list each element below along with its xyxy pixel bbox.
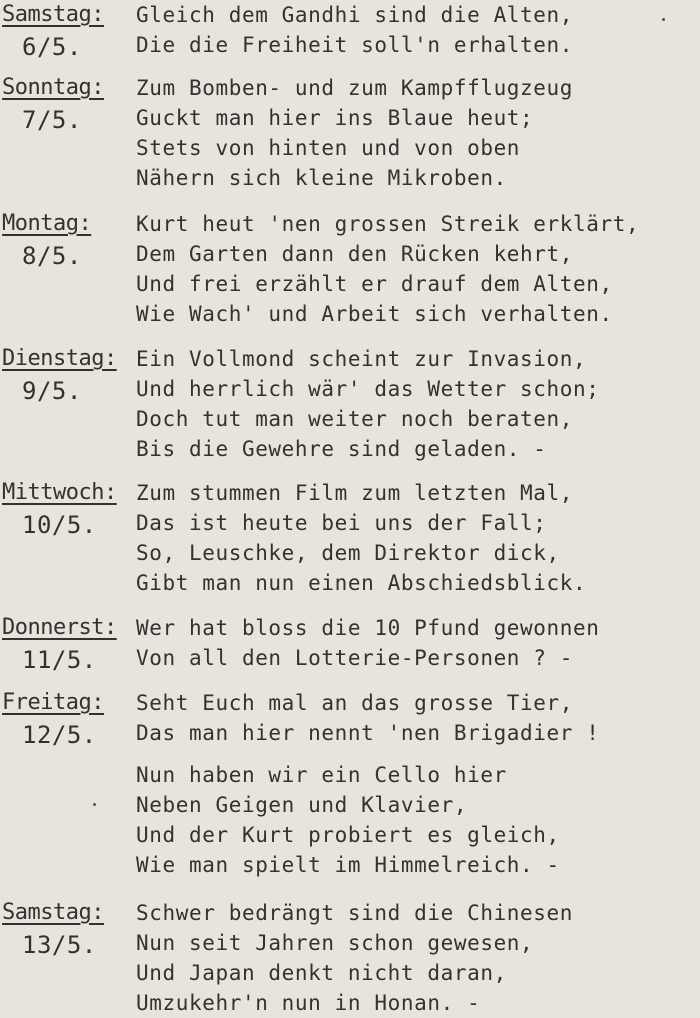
verse-line: Und herrlich wär' das Wetter schon; [136, 377, 600, 401]
verse-line: Dem Garten dann den Rücken kehrt, [136, 242, 574, 266]
verse-line: Seht Euch mal an das grosse Tier, [136, 691, 574, 715]
verse-line: Schwer bedrängt sind die Chinesen [136, 901, 574, 925]
date-label: 8/5. [22, 242, 82, 270]
date-label: 10/5. [22, 511, 97, 539]
verse-line: Und Japan denkt nicht daran, [136, 961, 507, 985]
verse-line: Und der Kurt probiert es gleich, [136, 823, 560, 847]
day-label: Sonntag: [2, 75, 104, 100]
verse-line: Umzukehr'n nun in Honan. - [136, 991, 481, 1015]
verse-line: Wer hat bloss die 10 Pfund gewonnen [136, 616, 600, 640]
verse-line: Von all den Lotterie-Personen ? - [136, 646, 574, 670]
verse-line: Bis die Gewehre sind geladen. - [136, 437, 547, 461]
day-label: Samstag: [2, 900, 104, 925]
verse-line: Die die Freiheit soll'n erhalten. [136, 33, 574, 57]
date-label: 9/5. [22, 377, 82, 405]
verse-line: Gleich dem Gandhi sind die Alten, [136, 3, 574, 27]
verse-line: Das man hier nennt 'nen Brigadier ! [136, 721, 600, 745]
date-label: 13/5. [22, 931, 97, 959]
paper-speck [662, 18, 665, 21]
day-label: Freitag: [2, 690, 104, 715]
day-label: Samstag: [2, 2, 104, 27]
date-label: 7/5. [22, 106, 82, 134]
verse-line: Ein Vollmond scheint zur Invasion, [136, 347, 587, 371]
verse-line: Guckt man hier ins Blaue heut; [136, 106, 534, 130]
verse-line: Nun haben wir ein Cello hier [136, 763, 507, 787]
verse-line: Nähern sich kleine Mikroben. [136, 166, 507, 190]
verse-line: Wie man spielt im Himmelreich. - [136, 853, 560, 877]
verse-line: Zum stummen Film zum letzten Mal, [136, 481, 574, 505]
date-label: 6/5. [22, 33, 82, 61]
verse-line: Stets von hinten und von oben [136, 136, 521, 160]
verse-line: Nun seit Jahren schon gewesen, [136, 931, 534, 955]
verse-line: So, Leuschke, dem Direktor dick, [136, 541, 560, 565]
date-label: 11/5. [22, 646, 97, 674]
verse-line: Und frei erzählt er drauf dem Alten, [136, 272, 613, 296]
date-label: 12/5. [22, 721, 97, 749]
day-label: Donnerst: [2, 615, 117, 640]
day-label: Montag: [2, 211, 92, 236]
verse-line: Neben Geigen und Klavier, [136, 793, 468, 817]
verse-line: Wie Wach' und Arbeit sich verhalten. [136, 302, 613, 326]
verse-line: Das ist heute bei uns der Fall; [136, 511, 547, 535]
day-label: Dienstag: [2, 346, 117, 371]
verse-line: Zum Bomben- und zum Kampfflugzeug [136, 76, 574, 100]
day-label: Mittwoch: [2, 480, 117, 505]
verse-line: Doch tut man weiter noch beraten, [136, 407, 574, 431]
verse-line: Kurt heut 'nen grossen Streik erklärt, [136, 212, 640, 236]
verse-line: Gibt man nun einen Abschiedsblick. [136, 571, 587, 595]
paper-speck [93, 803, 96, 806]
